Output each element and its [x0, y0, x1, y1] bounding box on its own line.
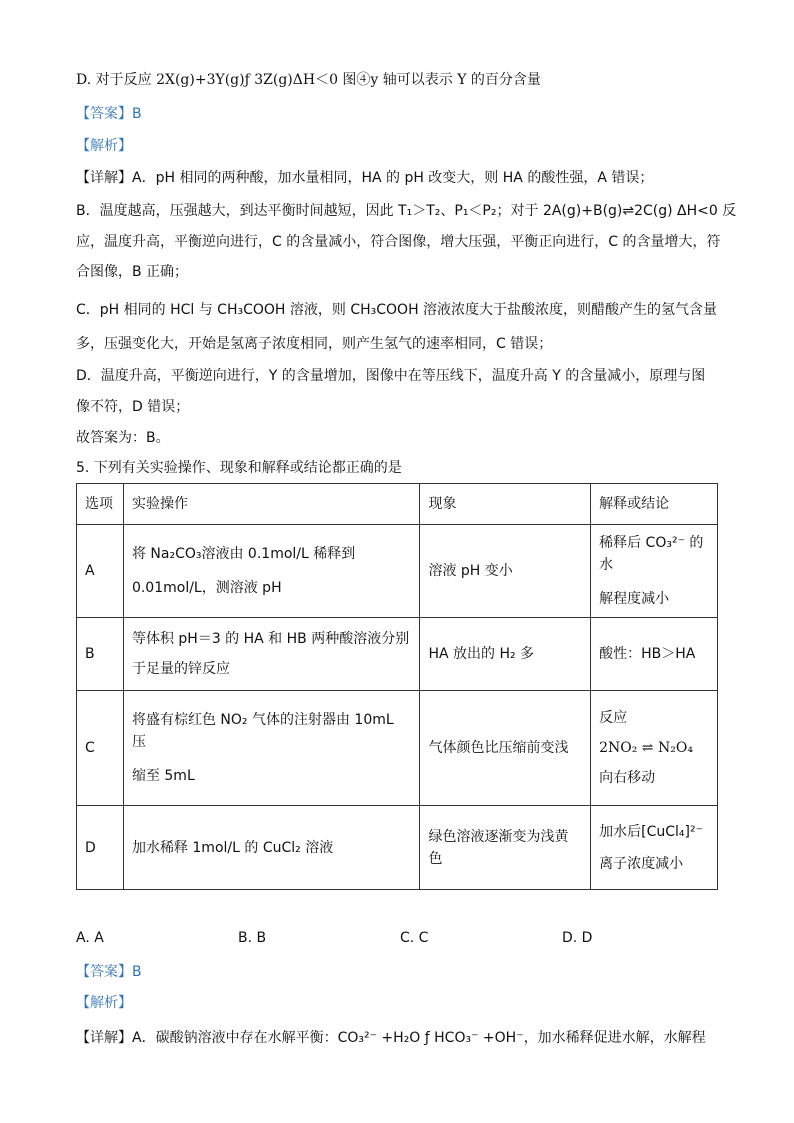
choice-c: C. C	[400, 930, 429, 946]
cell-line: 2NO₂ ⇌ N₂O₄	[599, 740, 693, 756]
row-phenomenon	[420, 618, 591, 691]
header-phenomenon: 现象	[420, 484, 591, 525]
cell-line: 气体颜色比压缩前变浅	[428, 740, 569, 756]
cell-line: 离子浓度减小	[599, 855, 684, 872]
cell-line: 解程度减小	[599, 591, 670, 607]
table-row	[77, 691, 718, 806]
cell-line: 稀释后 CO₃²⁻ 的水	[599, 535, 704, 573]
cell-line: 酸性：HB＞HA	[599, 646, 696, 662]
table-row	[77, 618, 718, 691]
detail-b-2: 应，温度升高，平衡逆向进行，C 的含量减小，符合图像，增大压强，平衡正向进行，C 的含量增大，符	[76, 234, 721, 250]
choice-d: D. D	[562, 930, 593, 946]
row-conclusion	[591, 618, 718, 691]
cell-line: 加水后[CuCl₄]²⁻	[599, 823, 703, 840]
option-d-text: D. 对于反应 2X(g)+3Y(g)ƒ 3Z(g)ΔH＜0 图④y 轴可以表示 Y 的百分含量	[76, 72, 541, 88]
row-option: B	[77, 618, 124, 691]
final-answer: 故答案为：B。	[76, 430, 170, 446]
row-conclusion	[591, 691, 718, 806]
cell-line: 加水稀释 1mol/L 的 CuCl₂ 溶液	[131, 839, 334, 856]
cell-line: 缩至 5mL	[131, 768, 195, 784]
header-option: 选项	[77, 484, 124, 525]
question-5-stem: 5. 下列有关实验操作、现象和解释或结论都正确的是	[76, 460, 402, 476]
detail-c-1: C．pH 相同的 HCl 与 CH₃COOH 溶液，则 CH₃COOH 溶液浓度大于盐酸浓度，则醋酸产生的氢气含量	[76, 302, 718, 318]
table-row	[77, 525, 718, 618]
detail-b-1: B．温度越高，压强越大，到达平衡时间越短，因此 T₁＞T₂、P₁＜P₂；对于 2A(g)+B(g)⇌2C(g) ΔH<0 反	[76, 203, 737, 219]
cell-line: HA 放出的 H₂ 多	[428, 646, 535, 662]
cell-line: 将 Na₂CO₃溶液由 0.1mol/L 稀释到	[131, 546, 356, 562]
analysis-label-2: 【解析】	[76, 995, 132, 1011]
cell-line: 反应	[599, 710, 628, 726]
cell-line: 绿色溶液逐渐变为浅黄色	[428, 828, 569, 867]
cell-line: 向右移动	[599, 770, 656, 786]
row-operation	[123, 806, 420, 890]
row-operation	[123, 525, 420, 618]
answer-label: 【答案】B	[76, 106, 142, 122]
choice-a: A. A	[76, 930, 104, 946]
cell-line: 将盛有棕红色 NO₂ 气体的注射器由 10mL 压	[131, 712, 394, 750]
detail-a-2: 【详解】A．碳酸钠溶液中存在水解平衡：CO₃²⁻ +H₂O ƒ HCO₃⁻ +OH⁻，加水稀释促进水解，水解程	[76, 1030, 706, 1046]
table-row	[77, 806, 718, 890]
header-conclusion: 解释或结论	[591, 484, 718, 525]
analysis-label: 【解析】	[76, 138, 132, 154]
answer-choices	[76, 930, 726, 950]
header-operation: 实验操作	[123, 484, 420, 525]
row-phenomenon	[420, 525, 591, 618]
answer-label-2: 【答案】B	[76, 964, 142, 980]
row-operation	[123, 691, 420, 806]
detail-c-2: 多，压强变化大，开始是氢离子浓度相同，则产生氢气的速率相同，C 错误；	[76, 336, 553, 352]
row-operation	[123, 618, 420, 691]
row-phenomenon	[420, 691, 591, 806]
choice-b: B. B	[238, 930, 267, 946]
row-option: C	[77, 691, 124, 806]
detail-d-2: 像不符，D 错误；	[76, 399, 190, 415]
cell-line: 溶液 pH 变小	[428, 563, 513, 579]
detail-b-3: 合图像，B 正确；	[76, 264, 189, 280]
row-option: A	[77, 525, 124, 618]
row-phenomenon	[420, 806, 591, 890]
row-conclusion	[591, 525, 718, 618]
experiment-table	[76, 483, 718, 890]
cell-line: 于足量的锌反应	[131, 661, 230, 677]
row-option: D	[77, 806, 124, 890]
detail-d-1: D．温度升高，平衡逆向进行，Y 的含量增加，图像中在等压线下，温度升高 Y 的含量减小，原理与图	[76, 368, 706, 384]
table-header-row	[77, 484, 718, 525]
cell-line: 等体积 pH＝3 的 HA 和 HB 两种酸溶液分别	[131, 631, 410, 647]
detail-a: 【详解】A．pH 相同的两种酸，加水量相同，HA 的 pH 改变大，则 HA 的酸性强，A 错误；	[76, 170, 654, 186]
cell-line: 0.01mol/L，测溶液 pH	[131, 580, 282, 596]
row-conclusion	[591, 806, 718, 890]
